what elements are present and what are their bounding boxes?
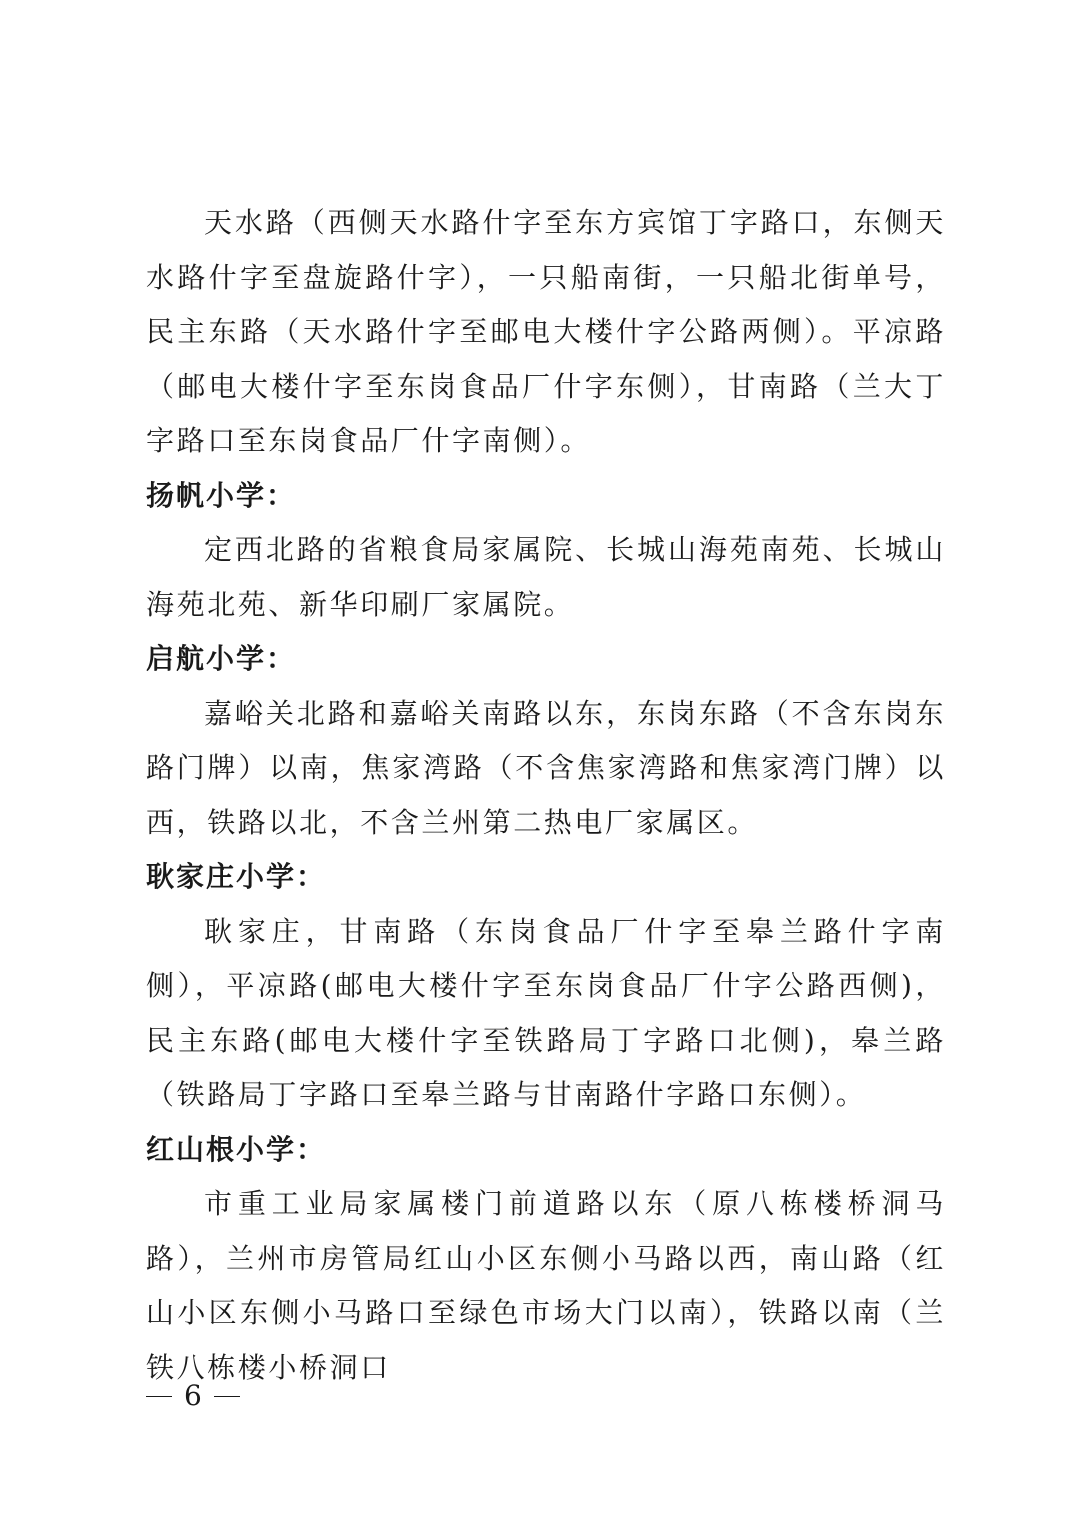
paragraph-tianshui-road: 天水路（西侧天水路什字至东方宾馆丁字路口，东侧天水路什字至盘旋路什字），一只船南街，一只船北街单号，民主东路（天水路什字至邮电大楼什字公路两侧）。平凉路（邮电大楼什字至东岗食品厂什字东侧），甘南路（兰大丁字路口至东岗食品厂什字南侧）。	[146, 206, 946, 457]
paragraph-gengjiazhuang-school: 耿家庄，甘南路（东岗食品厂什字至皋兰路什字南侧），平凉路(邮电大楼什字至东岗食品厂什字公路西侧)，民主东路(邮电大楼什字至铁路局丁字路口北侧)，皋兰路（铁路局丁字路口至皋兰路与甘南路什字路口东侧）。	[146, 914, 946, 1111]
footer-dash-right	[214, 1396, 240, 1397]
heading-hongshangen-school: 红山根小学：	[146, 1132, 327, 1166]
document-body	[146, 196, 946, 1395]
paragraph-yangfan-school: 定西北路的省粮食局家属院、长城山海苑南苑、长城山海苑北苑、新华印刷厂家属院。	[146, 533, 946, 621]
heading-gengjiazhuang-school: 耿家庄小学：	[146, 860, 327, 893]
heading-yangfan-school: 扬帆小学：	[146, 478, 297, 512]
paragraph-hongshangen-school: 市重工业局家属楼门前道路以东（原八栋楼桥洞马路），兰州市房管局红山小区东侧小马路以西，南山路（红山小区东侧小马路口至绿色市场大门以南），铁路以南（兰铁八栋楼小桥洞口	[146, 1187, 946, 1384]
heading-qihang-school: 启航小学：	[146, 642, 297, 675]
page-number: 6	[184, 1379, 202, 1412]
page-footer	[146, 1376, 240, 1416]
paragraph-qihang-school: 嘉峪关北路和嘉峪关南路以东，东岗东路（不含东岗东路门牌）以南，焦家湾路（不含焦家湾路和焦家湾门牌）以西，铁路以北，不含兰州第二热电厂家属区。	[146, 696, 946, 839]
footer-dash-left	[146, 1396, 172, 1397]
